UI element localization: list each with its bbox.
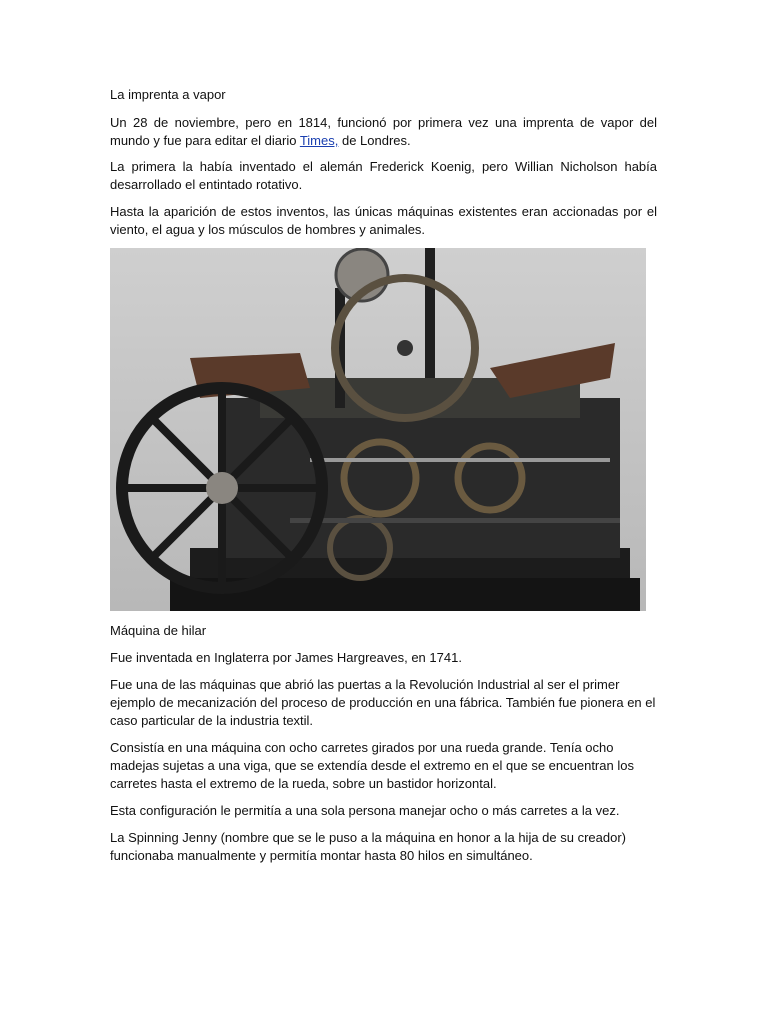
paragraph-text: de Londres.: [338, 133, 411, 148]
paragraph: Fue una de las máquinas que abrió las puertas a la Revolución Industrial al ser el primer ejemplo de mecanización del proceso de producción en una fábrica. También fue pionera en el caso particular de la industria textil.: [110, 677, 656, 728]
paragraph: Consistía en una máquina con ocho carretes girados por una rueda grande. Tenía ocho madejas sujetas a una viga, que se extendía desde el extremo en el que se encuentran los carretes hasta el extremo de la rueda, sobre un bastidor horizontal.: [110, 740, 634, 791]
paragraph: Hasta la aparición de estos inventos, las únicas máquinas existentes eran accionadas por el viento, el agua y los músculos de hombres y animales.: [110, 204, 657, 237]
paragraph: La Spinning Jenny (nombre que se le puso a la máquina en honor a la hija de su creador) funcionaba manualmente y permitía montar hasta 80 hilos en simultáneo.: [110, 830, 627, 863]
paragraph: Esta configuración le permitía a una sola persona manejar ocho o más carretes a la vez.: [110, 803, 620, 818]
paragraph: La primera la había inventado el alemán Frederick Koenig, pero Willian Nicholson había desarrollado el entintado rotativo.: [110, 159, 657, 192]
times-link[interactable]: Times,: [299, 133, 339, 148]
paragraph: Fue inventada en Inglaterra por James Hargreaves, en 1741.: [110, 650, 462, 665]
paragraph-text: Un 28 de noviembre, pero en 1814, funcionó por primera vez una imprenta de vapor del mundo y fue para editar el diario: [110, 115, 657, 148]
paragraph: [110, 114, 657, 150]
steam-press-photo: [110, 248, 646, 611]
section-heading-imprenta: La imprenta a vapor: [110, 87, 226, 102]
section-heading-hilar: Máquina de hilar: [110, 623, 207, 638]
